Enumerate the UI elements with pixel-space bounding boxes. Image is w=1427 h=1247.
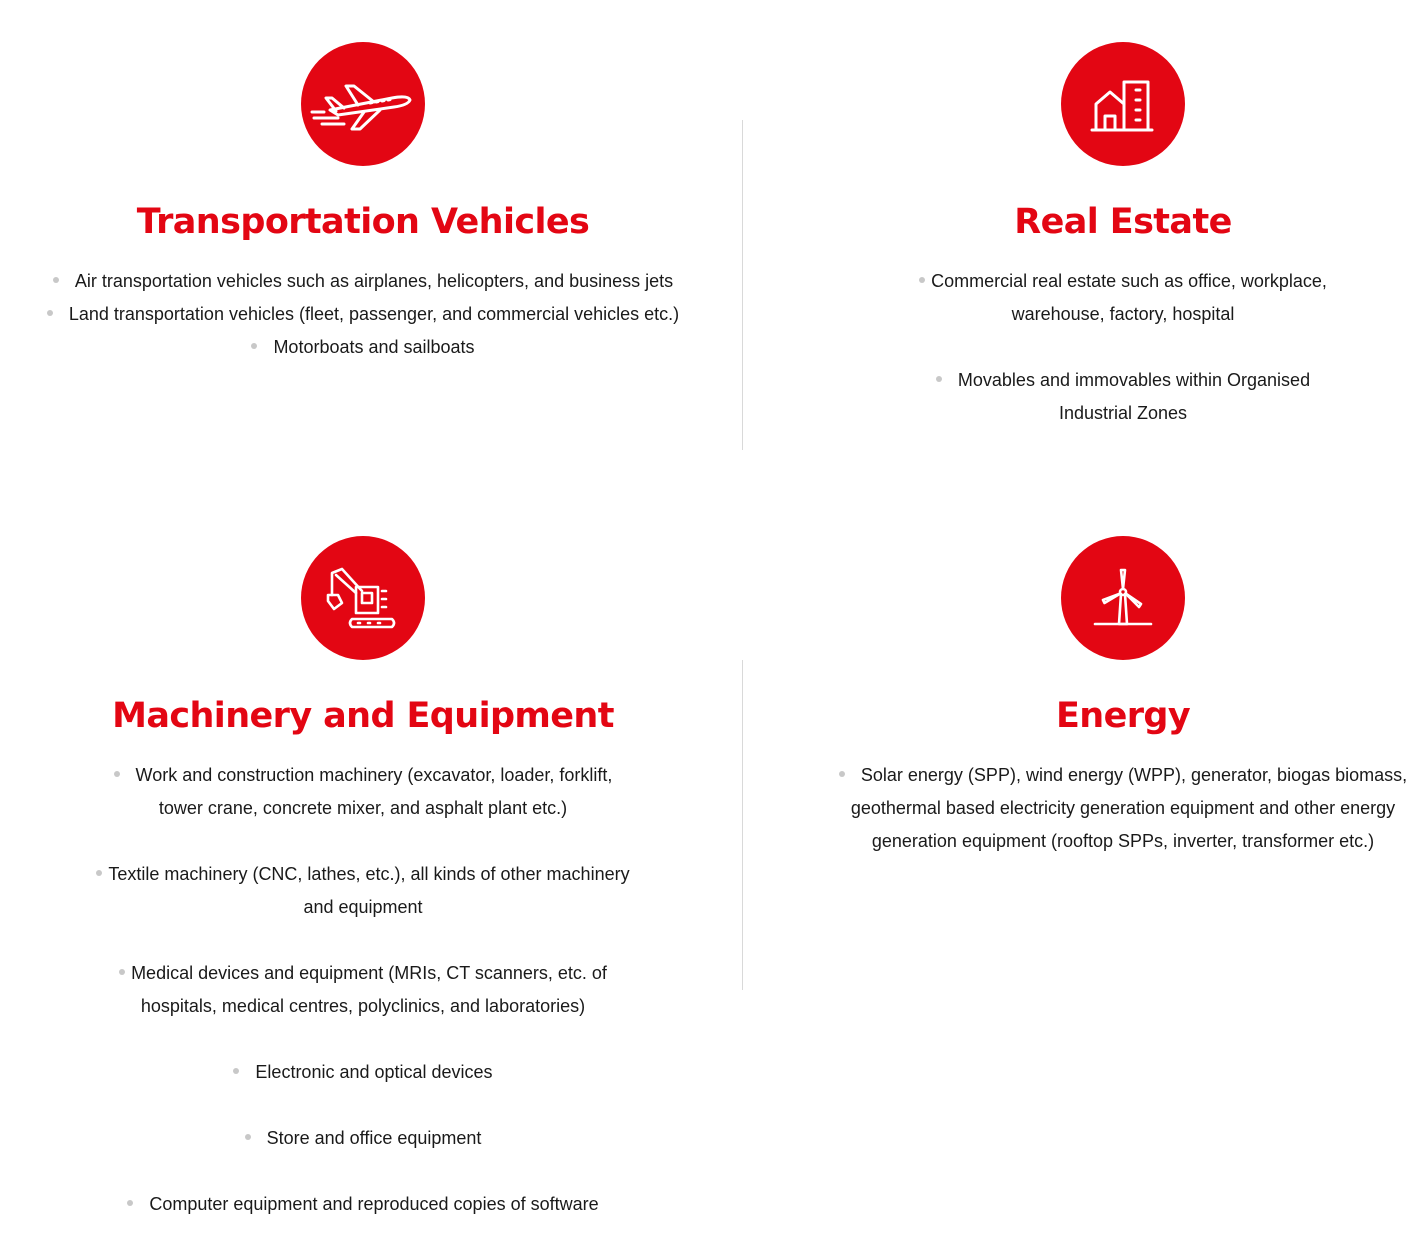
list-spacer (0, 1155, 726, 1188)
list-item-continuation: warehouse, factory, hospital (1011, 304, 1235, 324)
bullet-dot (127, 1200, 133, 1206)
bullet-dot (47, 310, 53, 316)
machinery-section (0, 536, 726, 1221)
bullet-dot (96, 870, 102, 876)
bullet-dot (936, 376, 942, 382)
list-item: Land transportation vehicles (fleet, passenger, and commercial vehicles etc.) (0, 298, 726, 331)
list-spacer (760, 331, 1427, 364)
bullet-dot (119, 969, 125, 975)
column-divider-top (742, 120, 743, 450)
list-spacer (0, 1089, 726, 1122)
bullet-dot (53, 277, 59, 283)
list-item: Solar energy (SPP), wind energy (WPP), generator, biogas biomass, (760, 759, 1427, 792)
building-house-icon (1061, 42, 1185, 166)
bullet-dot (114, 771, 120, 777)
energy-item-list (760, 759, 1427, 858)
list-item: Air transportation vehicles such as airplanes, helicopters, and business jets (0, 265, 726, 298)
list-item-continuation: and equipment (303, 897, 423, 917)
list-item: Store and office equipment (0, 1122, 726, 1155)
list-item: Computer equipment and reproduced copies of software (0, 1188, 726, 1221)
list-spacer (0, 924, 726, 957)
bullet-dot (919, 277, 925, 283)
list-item-continuation: tower crane, concrete mixer, and asphalt plant etc.) (158, 798, 568, 818)
energy-section (760, 536, 1427, 858)
list-item: Movables and immovables within Organised (760, 364, 1427, 397)
list-item: Electronic and optical devices (0, 1056, 726, 1089)
column-divider-bottom (742, 660, 743, 990)
machinery-item-list (0, 759, 726, 1221)
list-item-continuation: geothermal based electricity generation equipment and other energy (850, 798, 1396, 818)
list-item: Motorboats and sailboats (0, 331, 726, 364)
list-item-continuation: Industrial Zones (1058, 403, 1188, 423)
energy-title: Energy (1055, 696, 1191, 736)
list-item-continuation: hospitals, medical centres, polyclinics, and laboratories) (140, 996, 586, 1016)
transportation-item-list (0, 265, 726, 364)
list-item-continuation: generation equipment (rooftop SPPs, inverter, transformer etc.) (871, 831, 1375, 851)
list-item: Textile machinery (CNC, lathes, etc.), all kinds of other machinery (0, 858, 726, 891)
real-estate-section (760, 42, 1427, 430)
crane-excavator-icon (301, 536, 425, 660)
list-item: Medical devices and equipment (MRIs, CT scanners, etc. of (0, 957, 726, 990)
list-spacer (0, 1023, 726, 1056)
transportation-title: Transportation Vehicles (136, 202, 590, 242)
bullet-dot (245, 1134, 251, 1140)
list-item: Commercial real estate such as office, workplace, (760, 265, 1427, 298)
machinery-title: Machinery and Equipment (112, 696, 614, 736)
bullet-dot (251, 343, 257, 349)
transportation-section (0, 42, 726, 364)
real-estate-item-list (760, 265, 1427, 430)
list-spacer (0, 825, 726, 858)
bullet-dot (233, 1068, 239, 1074)
wind-turbine-icon (1061, 536, 1185, 660)
airplane-icon (301, 42, 425, 166)
real-estate-title: Real Estate (1014, 202, 1232, 242)
list-item: Work and construction machinery (excavator, loader, forklift, (0, 759, 726, 792)
bullet-dot (839, 771, 845, 777)
